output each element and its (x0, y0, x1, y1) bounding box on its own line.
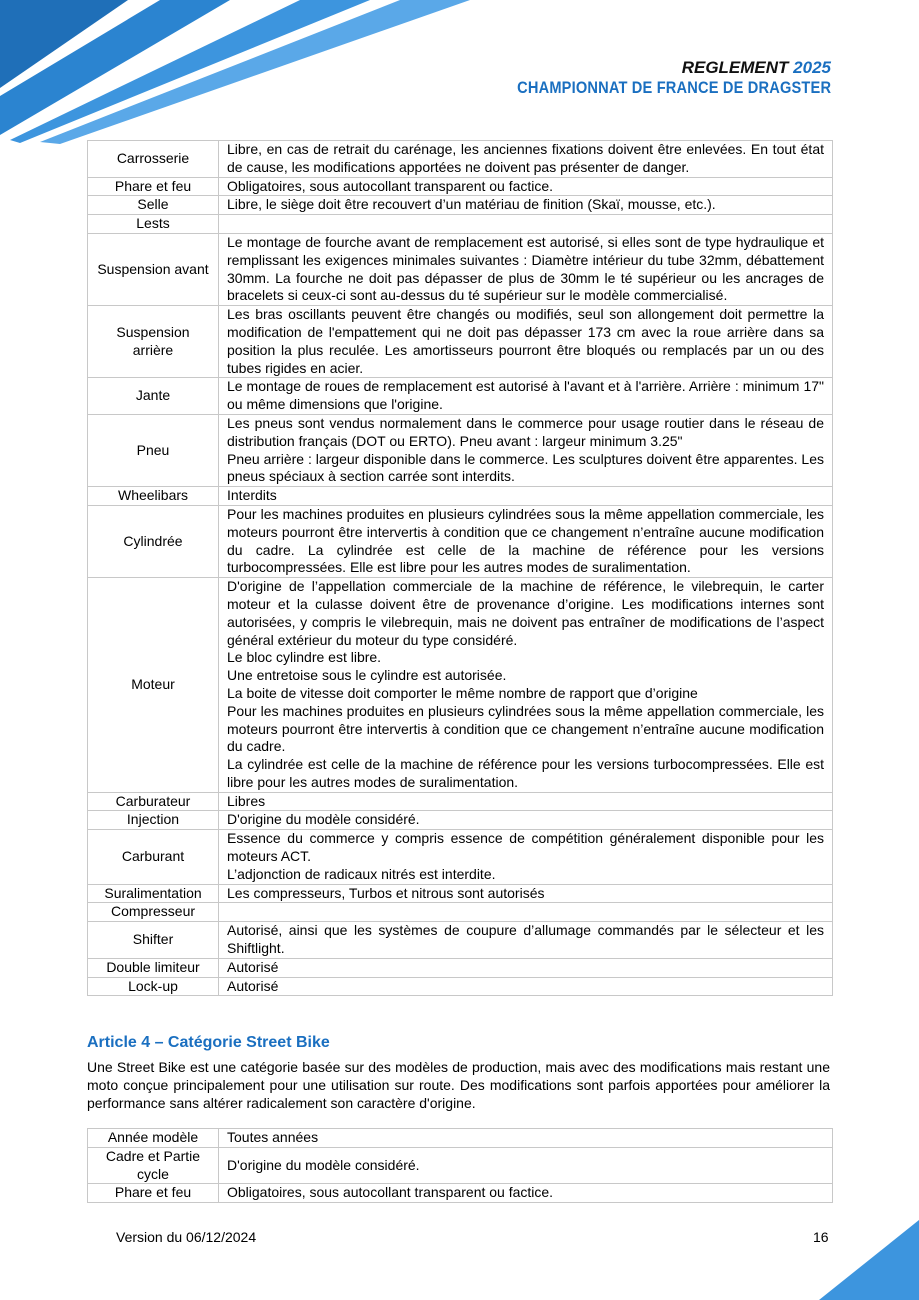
regulation-table (87, 140, 833, 996)
row-label: Lock-up (88, 977, 219, 996)
table-row (88, 578, 833, 793)
row-label: Suspension avant (88, 233, 219, 305)
row-value: Les pneus sont vendus normalement dans le commerce pour usage routier dans le réseau de distribution français (DOT ou ERTO). Pneu avant : largeur minimum 3.25" Pneu arrière : largeur disponible dans le commerce. Les sculptures doivent être apparentes. Les pneus spéciaux à section carrée sont interdits. (219, 414, 833, 486)
row-value: Obligatoires, sous autocollant transparent ou factice. (219, 1184, 833, 1203)
table-row (88, 958, 833, 977)
table-row (88, 1184, 833, 1203)
row-label: Suralimentation (88, 884, 219, 903)
row-value: Pour les machines produites en plusieurs cylindrées sous la même appellation commerciale, les moteurs pourront être intervertis à condition que ce changement n’entraîne aucune modification du cadre. La cylindrée est celle de la machine de référence pour les versions turbocompressées. Elle est libre pour les autres modes de suralimentation. (219, 505, 833, 577)
row-value: Toutes années (219, 1129, 833, 1148)
table-row (88, 922, 833, 959)
footer-corner-decoration (819, 1220, 919, 1300)
table-row (88, 233, 833, 305)
row-value: Le montage de roues de remplacement est autorisé à l'avant et à l'arrière. Arrière : minimum 17" ou même dimensions que l'origine. (219, 378, 833, 415)
row-value: D'origine du modèle considéré. (219, 1147, 833, 1184)
row-value: Interdits (219, 487, 833, 506)
row-value: Libre, le siège doit être recouvert d’un matériau de finition (Skaï, mousse, etc.). (219, 196, 833, 215)
row-label: Carrosserie (88, 141, 219, 178)
row-label: Injection (88, 811, 219, 830)
row-label: Carburant (88, 830, 219, 884)
footer-version: Version du 06/12/2024 (116, 1229, 257, 1245)
row-value: Les compresseurs, Turbos et nitrous sont autorisés (219, 884, 833, 903)
row-value: Libre, en cas de retrait du carénage, les anciennes fixations doivent être enlevées. En tout état de cause, les modifications apportées ne doivent pas présenter de danger. (219, 141, 833, 178)
row-label: Selle (88, 196, 219, 215)
table-row (88, 977, 833, 996)
table-row (88, 487, 833, 506)
page-header (466, 58, 831, 98)
table-row (88, 792, 833, 811)
row-label: Lests (88, 215, 219, 234)
row-label: Suspension arrière (88, 306, 219, 378)
row-label: Wheelibars (88, 487, 219, 506)
row-value: Autorisé (219, 958, 833, 977)
table-row (88, 215, 833, 234)
table-row (88, 903, 833, 922)
page-number: 16 (813, 1229, 829, 1245)
row-value: D'origine de l’appellation commerciale de la machine de référence, le vilebrequin, le carter moteur et la culasse doivent être de provenance d’origine. Les modifications internes sont autorisées, y compris le vilebrequin, mais ne doivent pas entraîner de modifications de l’aspect général extérieur du moteur du type considéré. Le bloc cylindre est libre. Une entretoise sous le cylindre est autorisée. La boite de vitesse doit comporter le même nombre de rapport que d’origine Pour les machines produites en plusieurs cylindrées sous la même appellation commerciale, les moteurs pourront être intervertis à condition que ce changement n’entraîne aucune modification du cadre. La cylindrée est celle de la machine de référence pour les versions turbocompressées. Elle est libre pour les autres modes de suralimentation. (219, 578, 833, 793)
table-row (88, 196, 833, 215)
table-row (88, 830, 833, 884)
row-value: Obligatoires, sous autocollant transparent ou factice. (219, 177, 833, 196)
table-row (88, 306, 833, 378)
row-label: Pneu (88, 414, 219, 486)
row-value: Autorisé, ainsi que les systèmes de coupure d’allumage commandés par le sélecteur et les Shiftlight. (219, 922, 833, 959)
street-bike-table (87, 1128, 833, 1203)
table-row (88, 1147, 833, 1184)
row-label: Année modèle (88, 1129, 219, 1148)
row-label: Phare et feu (88, 177, 219, 196)
table-row (88, 141, 833, 178)
table-row (88, 1129, 833, 1148)
row-label: Double limiteur (88, 958, 219, 977)
row-value (219, 215, 833, 234)
header-year: 2025 (793, 58, 831, 77)
row-label: Phare et feu (88, 1184, 219, 1203)
row-label: Compresseur (88, 903, 219, 922)
table-row (88, 414, 833, 486)
table-row (88, 884, 833, 903)
row-label: Cadre et Partie cycle (88, 1147, 219, 1184)
article-text: Une Street Bike est une catégorie basée sur des modèles de production, mais avec des modifications mais restant une moto conçue principalement pour une utilisation sur route. Des modifications sont parfois apportées pour améliorer la performance sans altérer radicalement son caractère d'origine. (87, 1059, 830, 1111)
header-championship: CHAMPIONNAT DE FRANCE DE DRAGSTER (516, 78, 831, 97)
row-value: Le montage de fourche avant de remplacement est autorisé, si elles sont de type hydraulique et remplissant les exigences minimales suivantes : Diamètre intérieur du tube 32mm, débattement 30mm. La fourche ne doit pas dépasser de plus de 30mm le té supérieur ou les ancrages de bracelets si ceux-ci sont au-dessus du té supérieur sur le modèle commercialisé. (219, 233, 833, 305)
table-row (88, 505, 833, 577)
article-title: Article 4 – Catégorie Street Bike (87, 1034, 330, 1051)
table-row (88, 177, 833, 196)
header-reglement: REGLEMENT (681, 58, 789, 77)
row-value: Les bras oscillants peuvent être changés ou modifiés, seul son allongement doit permettre la modification de l'empattement qui ne doit pas dépasser 173 cm avec la roue arrière dans sa position la plus reculée. Les amortisseurs pourront être bloqués ou remplacés par un ou des tubes rigides en acier. (219, 306, 833, 378)
row-value: Autorisé (219, 977, 833, 996)
row-value (219, 903, 833, 922)
header-stripes-decoration (0, 0, 480, 145)
row-label: Moteur (88, 578, 219, 793)
row-label: Jante (88, 378, 219, 415)
row-value: Essence du commerce y compris essence de compétition généralement disponible pour les moteurs ACT. L’adjonction de radicaux nitrés est interdite. (219, 830, 833, 884)
table-row (88, 378, 833, 415)
row-label: Shifter (88, 922, 219, 959)
row-value: D'origine du modèle considéré. (219, 811, 833, 830)
row-label: Cylindrée (88, 505, 219, 577)
row-label: Carburateur (88, 792, 219, 811)
table-row (88, 811, 833, 830)
row-value: Libres (219, 792, 833, 811)
